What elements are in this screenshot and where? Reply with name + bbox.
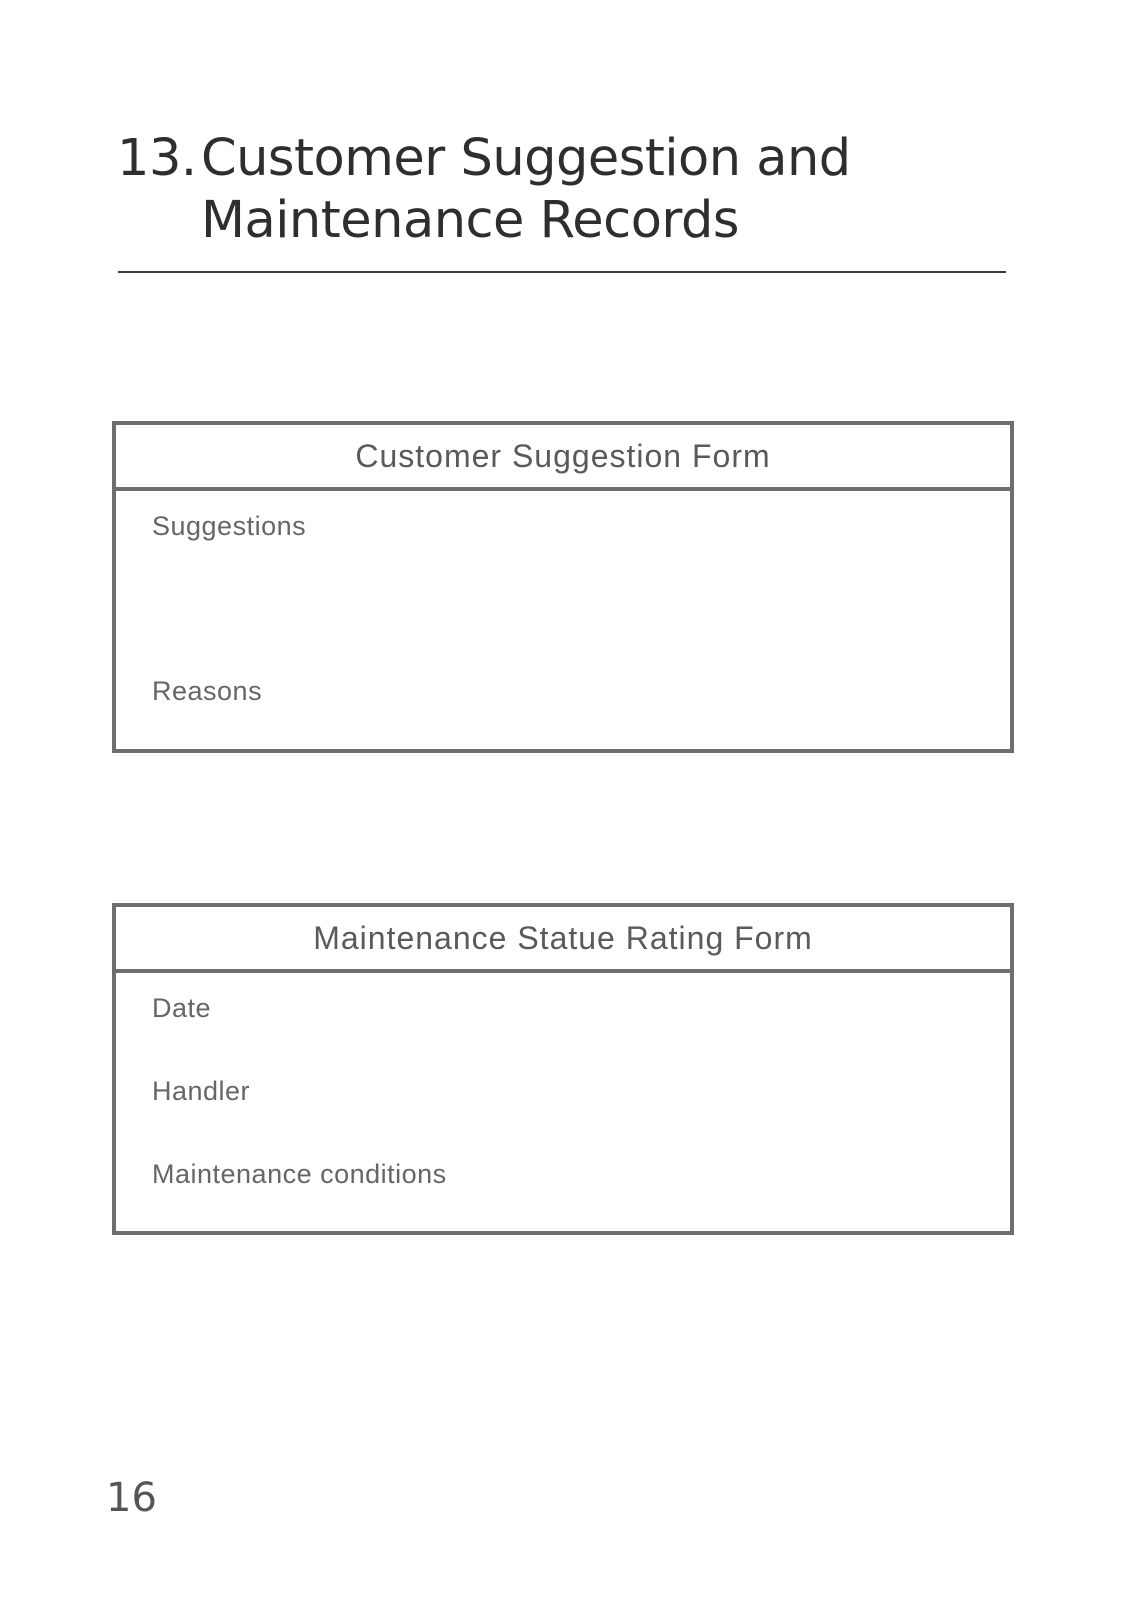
section-title-line-1: Customer Suggestion and bbox=[201, 129, 851, 188]
form-title: Customer Suggestion Form bbox=[116, 425, 1010, 491]
maintenance-statue-rating-form bbox=[112, 903, 1014, 1235]
section-heading bbox=[117, 128, 997, 252]
field-maintenance-conditions: Maintenance conditions bbox=[152, 1159, 447, 1189]
section-title-line-2: Maintenance Records bbox=[201, 191, 739, 250]
field-reasons: Reasons bbox=[152, 676, 263, 706]
section-number: 13. bbox=[117, 129, 197, 188]
field-handler: Handler bbox=[152, 1076, 251, 1106]
heading-divider bbox=[118, 271, 1006, 273]
page-number: 16 bbox=[106, 1475, 157, 1521]
customer-suggestion-form bbox=[112, 421, 1014, 753]
field-suggestions: Suggestions bbox=[152, 511, 307, 541]
form-title: Maintenance Statue Rating Form bbox=[116, 907, 1010, 973]
field-date: Date bbox=[152, 993, 212, 1023]
